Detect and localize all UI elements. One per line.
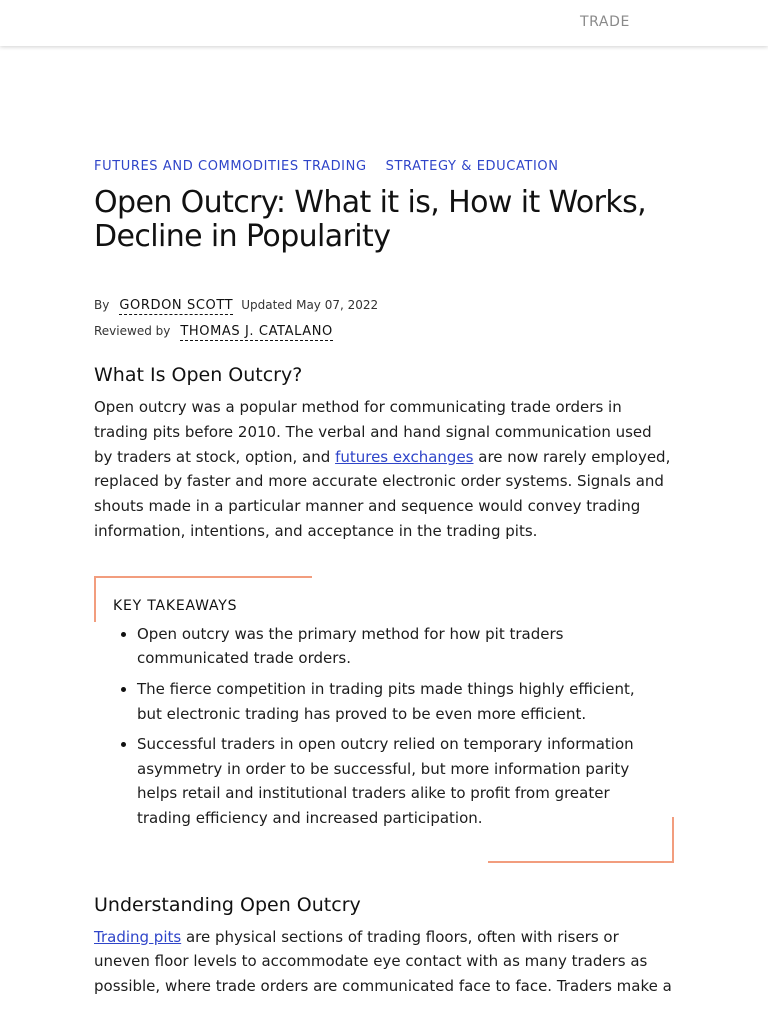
intro-paragraph [94, 395, 674, 544]
by-label: By [94, 298, 110, 312]
accent-border-left [94, 576, 96, 622]
breadcrumb-futures-link[interactable]: FUTURES AND COMMODITIES TRADING [94, 159, 367, 174]
takeaway-item [137, 677, 674, 726]
accent-border-bottom [488, 861, 674, 863]
reviewer-row [94, 318, 674, 344]
byline [94, 292, 674, 344]
author-link[interactable]: GORDON SCOTT [119, 298, 234, 313]
section-heading-understanding: Understanding Open Outcry [94, 893, 361, 916]
key-takeaways-title: KEY TAKEAWAYS [113, 597, 238, 614]
key-takeaways-box [94, 576, 674, 863]
trading-pits-link[interactable]: Trading pits [94, 927, 182, 946]
takeaway-text: Successful traders in open outcry relied on temporary information asymmetry in order to be successful, but more information parity helps retail and institutional traders alike to profit from greater trading efficiency and increased participation. [137, 735, 634, 827]
futures-exchanges-link[interactable]: futures exchanges [335, 447, 474, 466]
takeaway-item [137, 732, 674, 830]
intro-text-start: Open outcry was a popular method for communicating trade orders in trading pits before 2010. The verbal and hand signal communication used by traders at stock, option, and [94, 398, 652, 466]
takeaways-list [113, 622, 674, 831]
section-heading-what-is: What Is Open Outcry? [94, 364, 303, 386]
breadcrumb [94, 158, 674, 176]
trade-nav-link[interactable]: TRADE [580, 14, 630, 30]
page-title: Open Outcry: What it is, How it Works, Decline in Popularity [94, 185, 647, 254]
understanding-paragraph [94, 925, 674, 999]
bullet-icon [121, 632, 126, 637]
article [94, 158, 674, 999]
breadcrumb-strategy-link[interactable]: STRATEGY & EDUCATION [385, 159, 559, 174]
updated-date: Updated May 07, 2022 [241, 298, 379, 312]
bullet-icon [121, 687, 126, 692]
accent-border-top [94, 576, 312, 578]
understanding-text: are physical sections of trading floors, often with risers or uneven floor levels to accommodate eye contact with as many traders as possible, where trade orders are communicated face to face. Traders make a [94, 927, 672, 996]
takeaway-item [137, 622, 674, 671]
author-row [94, 292, 674, 318]
bullet-icon [121, 742, 126, 747]
intro-text-end: are now rarely employed, replaced by faster and more accurate electronic order systems. Signals and shouts made in a particular manner and sequence would convey trading information, intentions, and acceptance in the trading pits. [94, 447, 671, 540]
takeaway-text: The fierce competition in trading pits made things highly efficient, but electronic trading has proved to be even more efficient. [137, 679, 635, 723]
reviewer-link[interactable]: THOMAS J. CATALANO [180, 324, 333, 339]
reviewed-by-label: Reviewed by [94, 324, 171, 338]
takeaway-text: Open outcry was the primary method for how pit traders communicated trade orders. [137, 624, 564, 668]
top-nav-bar [0, 0, 768, 46]
